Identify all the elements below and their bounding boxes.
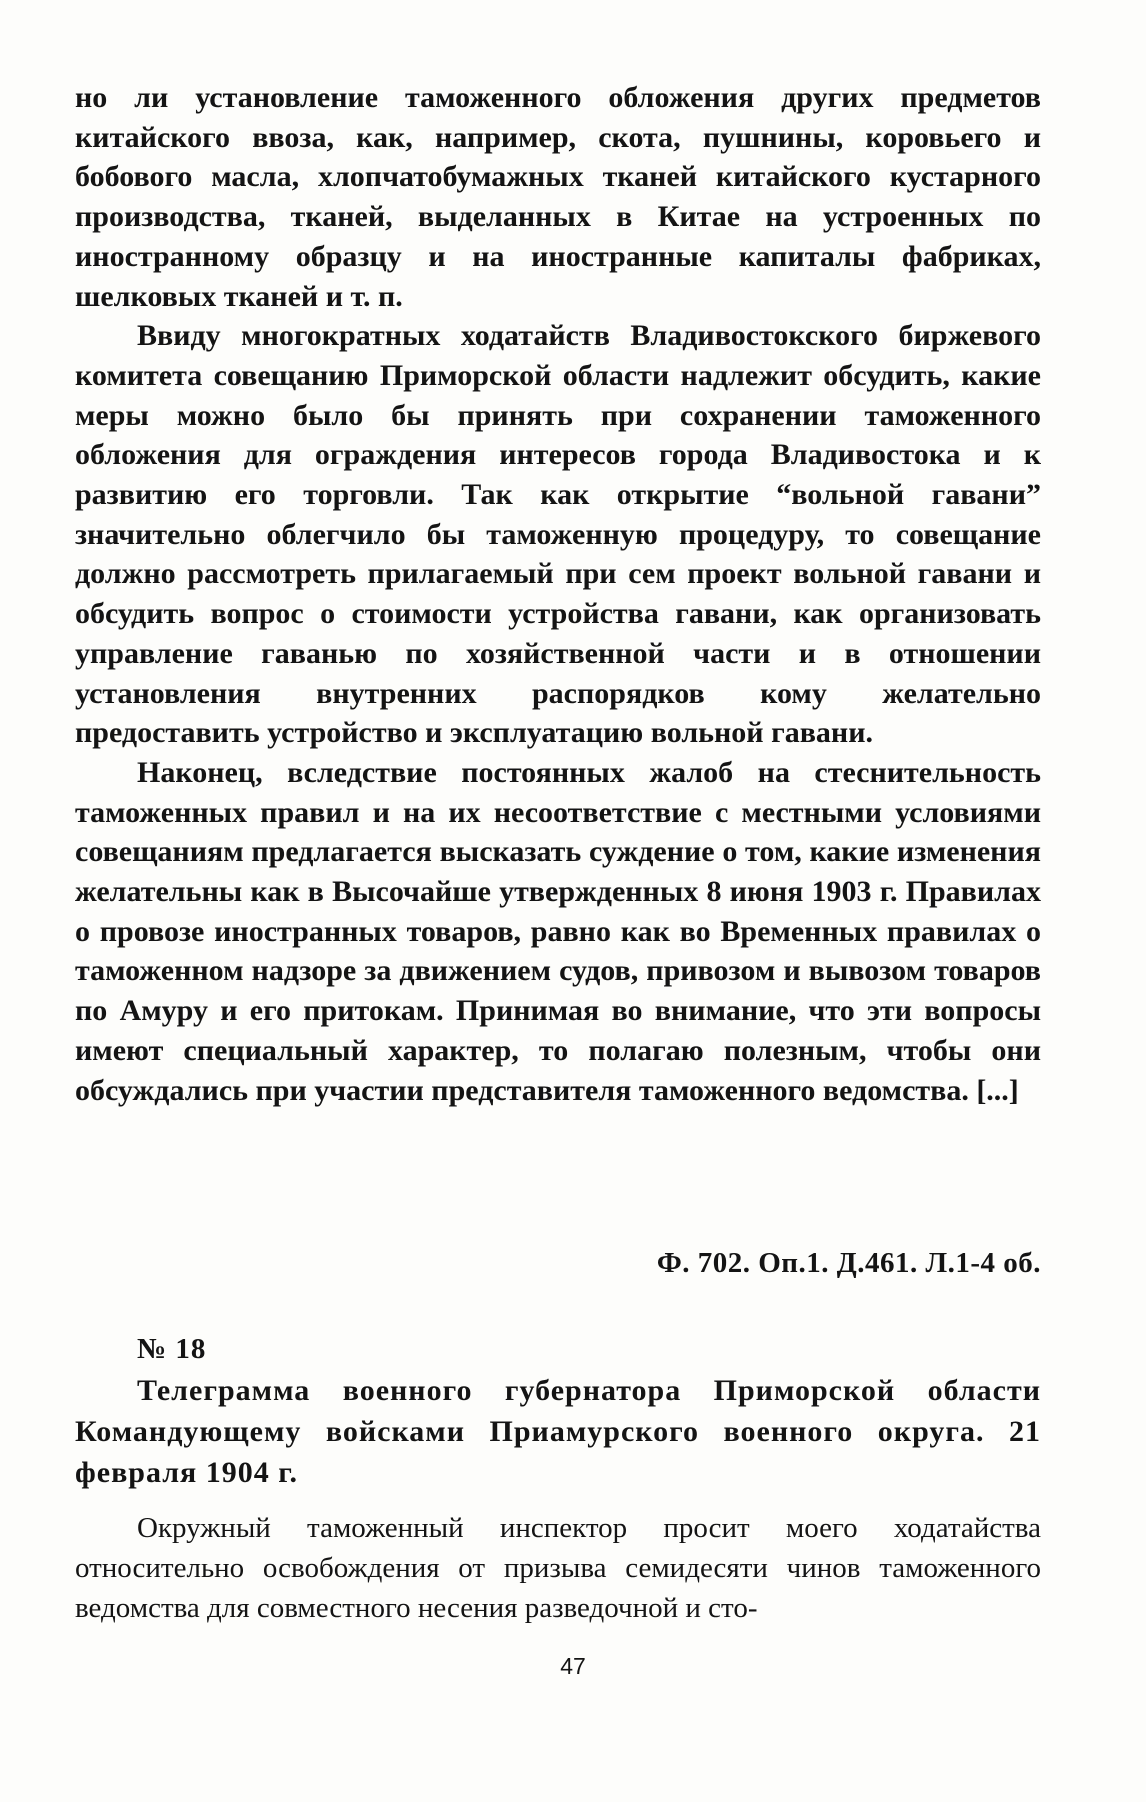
paragraph-customs-rules: Наконец, вследствие постоянных жалоб на стеснительность таможенных правил и на их несоответствие с местными условиями совещаниям предлагается высказать суждение о том, какие изменения желательны как в Высочайше утвержденных 8 июня 1903 г. Правилах о провозе иностранных товаров, равно как во Временных правилах о таможенном надзоре за движением судов, привозом и вывозом товаров по Амуру и его притокам. Принимая во внимание, что эти вопросы имеют специальный характер, то полагаю полезным, чтобы они обсуждались при участии представителя таможенного ведомства. [...]	[75, 755, 1041, 1107]
paragraph-free-port: Ввиду многократных ходатайств Владивостокского биржевого комитета совещанию Приморской области надлежит обсудить, какие меры можно было бы принять при сохранении таможенного обложения для ограждения интересов города Владивостока и к развитию его торговли. Так как открытие “вольной гавани” значительно облегчило бы таможенную процедуру, то совещание должно рассмотреть прилагаемый при сем проект вольной гавани и обсудить вопрос о стоимости устройства гавани, как организовать управление гаванью по хозяйственной части и в отношении установления внутренних распорядков кому желательно предоставить устройство и эксплуатацию вольной гавани.	[75, 319, 1041, 750]
document-number: № 18	[137, 1333, 207, 1365]
document-title-text: Телеграмма военного губернатора Приморской области Командующему войсками Приамурского военного округа. 21 февраля 1904 г.	[75, 1374, 1041, 1489]
document-body	[75, 1508, 1041, 1628]
page-number: 47	[560, 1653, 586, 1679]
paragraph-continuation: но ли установление таможенного обложения других предметов китайского ввоза, как, например, скота, пушнины, коровьего и бобового масла, хлопчатобумажных тканей китайского кустарного производства, тканей, выделанных в Китае на устроенных по иностранному образцу и на иностранные капиталы фабриках, шелковых тканей и т. п.	[75, 81, 1041, 313]
document-title	[75, 1370, 1041, 1493]
main-text	[75, 78, 1041, 1110]
archive-reference: Ф. 702. Оп.1. Д.461. Л.1-4 об.	[656, 1247, 1041, 1279]
document-body-text: Окружный таможенный инспектор просит моего ходатайства относительно освобождения от призыва семидесяти чинов таможенного ведомства для совместного несения разведочной и сто-	[75, 1512, 1041, 1624]
